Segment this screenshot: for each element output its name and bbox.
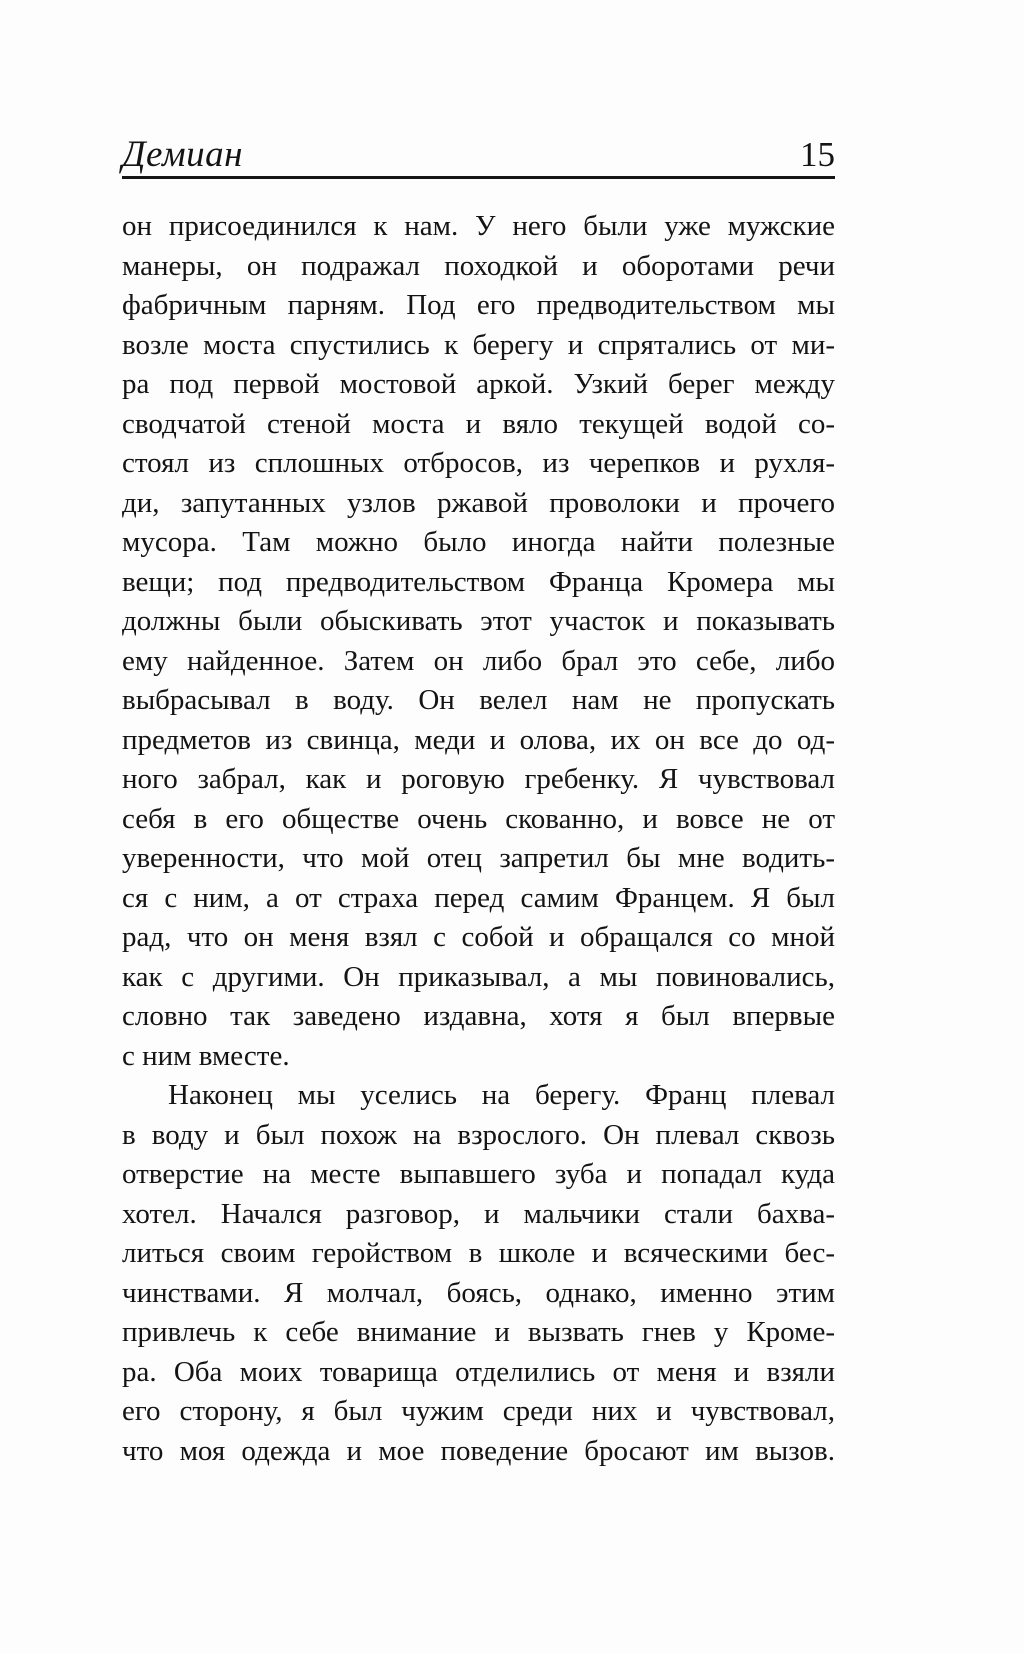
text-line: вещи; под предводительством Франца Кромера мы (122, 565, 835, 598)
text-line: как с другими. Он приказывал, а мы повиновались, (122, 960, 835, 993)
text-line: манеры, он подражал походкой и оборотами речи (122, 249, 835, 282)
text-line: он присоединился к нам. У него были уже мужские (122, 210, 835, 242)
text-line: ра под первой мостовой аркой. Узкий берег между (122, 368, 835, 400)
text-line: ему найденное. Затем он либо брал это себе, либо (122, 644, 835, 677)
text-line: ся с ним, а от страха перед самим Францем. Я был (122, 881, 835, 914)
text-line: сводчатой стеной моста и вяло текущей водой со- (122, 407, 835, 440)
text-line: предметов из свинца, меди и олова, их он все до од- (122, 723, 835, 756)
text-line: уверенности, что мой отец запретил бы мне водить- (122, 842, 835, 874)
text-line: его сторону, я был чужим среди них и чувствовал, (122, 1395, 835, 1427)
text-line: себя в его обществе очень скованно, и вовсе не от (122, 802, 835, 835)
running-head-title: Демиан (122, 134, 244, 175)
paragraph (122, 207, 835, 1076)
text-line: в воду и был похож на взрослого. Он плевал сквозь (122, 1118, 835, 1151)
text-line: привлечь к себе внимание и вызвать гнев у Кроме- (122, 1316, 835, 1348)
paragraph (122, 1076, 835, 1471)
text-line: ди, запутанных узлов ржавой проволоки и прочего (122, 486, 835, 519)
text-line: мусора. Там можно было иногда найти полезные (122, 526, 835, 558)
text-line: рад, что он меня взял с собой и обращался со мной (122, 921, 835, 953)
text-line: ра. Оба моих товарища отделились от меня и взяли (122, 1355, 835, 1388)
text-line: стоял из сплошных отбросов, из черепков и рухля- (122, 447, 835, 479)
page-text (122, 207, 835, 1471)
text-line: литься своим геройством в школе и всяческими бес- (122, 1237, 835, 1269)
text-line: хотел. Начался разговор, и мальчики стали бахва- (122, 1197, 835, 1230)
text-line: чинствами. Я молчал, боясь, однако, именно этим (122, 1276, 835, 1309)
text-line: отверстие на месте выпавшего зуба и попадал куда (122, 1158, 835, 1190)
text-line: возле моста спустились к берегу и спрятались от ми- (122, 328, 835, 361)
text-line: выбрасывал в воду. Он велел нам не пропускать (122, 684, 835, 716)
text-line: словно так заведено издавна, хотя я был впервые (122, 1000, 835, 1032)
text-line: Наконец мы уселись на берегу. Франц плевал (168, 1079, 835, 1111)
text-line: что моя одежда и мое поведение бросают им вызов. (122, 1434, 835, 1467)
text-line: ного забрал, как и роговую гребенку. Я чувствовал (122, 763, 835, 795)
text-line: фабричным парням. Под его предводительством мы (122, 289, 835, 321)
running-head (122, 134, 835, 179)
text-line: с ним вместе. (122, 1039, 290, 1072)
text-line: должны были обыскивать этот участок и показывать (122, 605, 835, 637)
page-number: 15 (800, 135, 835, 174)
